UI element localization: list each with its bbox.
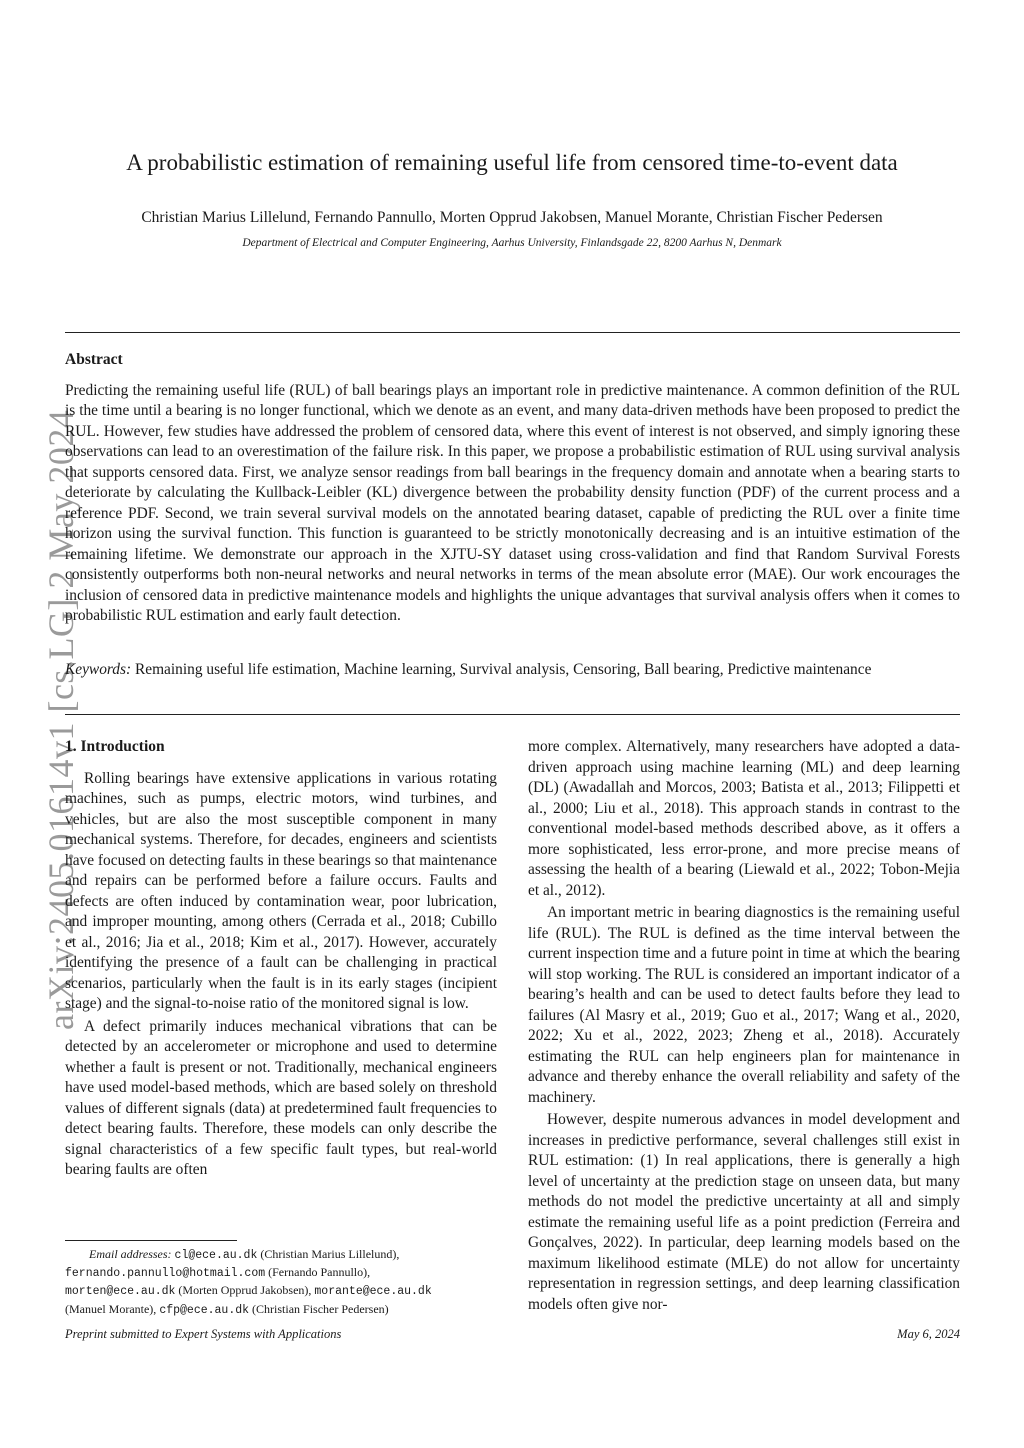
- email-owner: (Fernando Pannullo),: [268, 1265, 371, 1280]
- left-column: [65, 737, 497, 1181]
- email-link[interactable]: morten@ece.au.dk: [65, 1285, 176, 1299]
- email-link[interactable]: morante@ece.au.dk: [314, 1285, 432, 1299]
- right-column: [528, 737, 960, 1315]
- abstract-text: Predicting the remaining useful life (RUL) of ball bearings plays an important role in predictive maintenance. A common definition of the RUL is the time until a bearing is no longer functional, which we denote as an event, and many data-driven methods have been proposed to predict the RUL. However, few studies have addressed the problem of censored data, where this event of interest is not observed, and simply ignoring these observations can lead to an overestimation of the failure risk. In this paper, we propose a probabilistic estimation of RUL using survival analysis that supports censored data. First, we analyze sensor readings from ball bearings in the frequency domain and annotate when a bearing starts to deteriorate by calculating the Kullback-Leibler (KL) divergence between the probability density function (PDF) of the current process and a reference PDF. Second, we train several survival models on the annotated bearing dataset, capable of predicting the RUL over a finite time horizon using the survival function. This function is guaranteed to be strictly monotonically decreasing and is an intuitive estimation of the remaining lifetime. We demonstrate our approach in the XJTU-SY dataset using cross-validation and find that Random Survival Forests consistently outperforms both non-neural networks and neural networks in terms of the mean absolute error (MAE). Our work encourages the inclusion of censored data in predictive maintenance models and highlights the unique advantages that survival analysis offers when it comes to probabilistic RUL estimation and early fault detection.: [65, 382, 960, 624]
- keywords-text: Remaining useful life estimation, Machine learning, Survival analysis, Censoring, Ball bearing, Predictive maintenance: [134, 661, 872, 678]
- top-divider: [65, 332, 960, 333]
- section-heading-introduction: 1. Introduction: [65, 738, 165, 755]
- paragraph: An important metric in bearing diagnostics is the remaining useful life (RUL). The RUL is defined as the time interval between the current inspection time and a future point in time at which the bearing will stop working. The RUL is considered an important indicator of a bearing’s health and can be used to detect faults before they lead to failures (Al Masry et al., 2019; Guo et al., 2017; Wang et al., 2020, 2022; Xu et al., 2022, 2023; Zheng et al., 2018). Accurately estimating the RUL can help engineers plan for maintenance in advance and thereby enhance the overall reliability and safety of the machinery.: [528, 904, 960, 1106]
- keywords-label: Keywords:: [65, 661, 132, 678]
- email-link[interactable]: fernando.pannullo@hotmail.com: [65, 1267, 266, 1281]
- paper-title: A probabilistic estimation of remaining useful life from censored time-to-event data: [126, 150, 898, 175]
- paragraph: However, despite numerous advances in model development and increases in predictive performance, several challenges still exist in RUL estimation: (1) In real applications, there is generally a high level of uncertainty at the prediction stage on unseen data, but many methods do not model the predictive uncertainty at all and simply estimate the remaining useful life as a point prediction (Ferreira and Gonçalves, 2022). In particular, deep learning models based on the maximum likelihood estimate (MLE) do not allow for uncertainty representation in regression settings, and deep learning classification models often give nor-: [528, 1111, 960, 1313]
- email-link[interactable]: cl@ece.au.dk: [174, 1249, 258, 1262]
- footer-date: May 6, 2024: [897, 1327, 960, 1341]
- email-owner: (Morten Opprud Jakobsen),: [178, 1283, 312, 1298]
- affiliation: Department of Electrical and Computer Engineering, Aarhus University, Finlandsgade 22, 8200 Aarhus N, Denmark: [242, 237, 782, 249]
- email-link[interactable]: cfp@ece.au.dk: [159, 1303, 250, 1317]
- footnote-label: Email addresses:: [89, 1247, 172, 1261]
- email-owner: (Christian Marius Lillelund),: [260, 1247, 400, 1261]
- footnote-divider: [65, 1240, 237, 1241]
- email-owner: (Christian Fischer Pedersen): [252, 1301, 389, 1316]
- author-list: Christian Marius Lillelund, Fernando Pannullo, Morten Opprud Jakobsen, Manuel Morante, Christian Fischer Pedersen: [141, 209, 883, 226]
- paragraph: A defect primarily induces mechanical vibrations that can be detected by an accelerometer or microphone and used to determine whether a fault is present or not. Traditionally, mechanical engineers have used model-based methods, which are based solely on threshold values of different signals (data) at predetermined fault frequencies to detect bearing faults. Therefore, these models can only describe the signal characteristics of a few specific fault types, but real-world bearing faults are often: [65, 1017, 497, 1178]
- abstract-divider: [65, 714, 960, 715]
- arxiv-identifier: arXiv:2405.01614v1 [cs.LG] 2 May 2024: [41, 409, 81, 1030]
- footer-journal: Preprint submitted to Expert Systems with Applications: [65, 1327, 342, 1341]
- email-owner: (Manuel Morante),: [65, 1301, 157, 1316]
- paragraph: more complex. Alternatively, many researchers have adopted a data-driven approach using machine learning (ML) and deep learning (DL) (Awadallah and Morcos, 2003; Batista et al., 2013; Filippetti et al., 2000; Liu et al., 2018). This approach stands in contrast to the conventional model-based methods described above, as it offers a more sophisticated, less error-prone, and more precise means of assessing the health of a bearing (Liewald et al., 2022; Tobon-Mejia et al., 2012).: [528, 738, 960, 899]
- keywords: [65, 660, 960, 681]
- abstract-heading: Abstract: [65, 351, 123, 368]
- paragraph: Rolling bearings have extensive applications in various rotating machines, such as pumps, electric motors, wind turbines, and vehicles, but are also the most susceptible component in many mechanical systems. Therefore, for decades, engineers and scientists have focused on detecting faults in these bearings so that maintenance and repairs can be performed before a failure occurs. Faults and defects are often induced by contamination wear, poor lubrication, and improper mounting, among others (Cerrada et al., 2018; Cubillo et al., 2016; Jia et al., 2018; Kim et al., 2017). However, accurately identifying the presence of a fault can be challenging in practical scenarios, particularly when the fault is in its early stages (incipient stage) and the signal-to-noise ratio of the monitored signal is low.: [65, 769, 497, 1012]
- footnote: [65, 1246, 497, 1319]
